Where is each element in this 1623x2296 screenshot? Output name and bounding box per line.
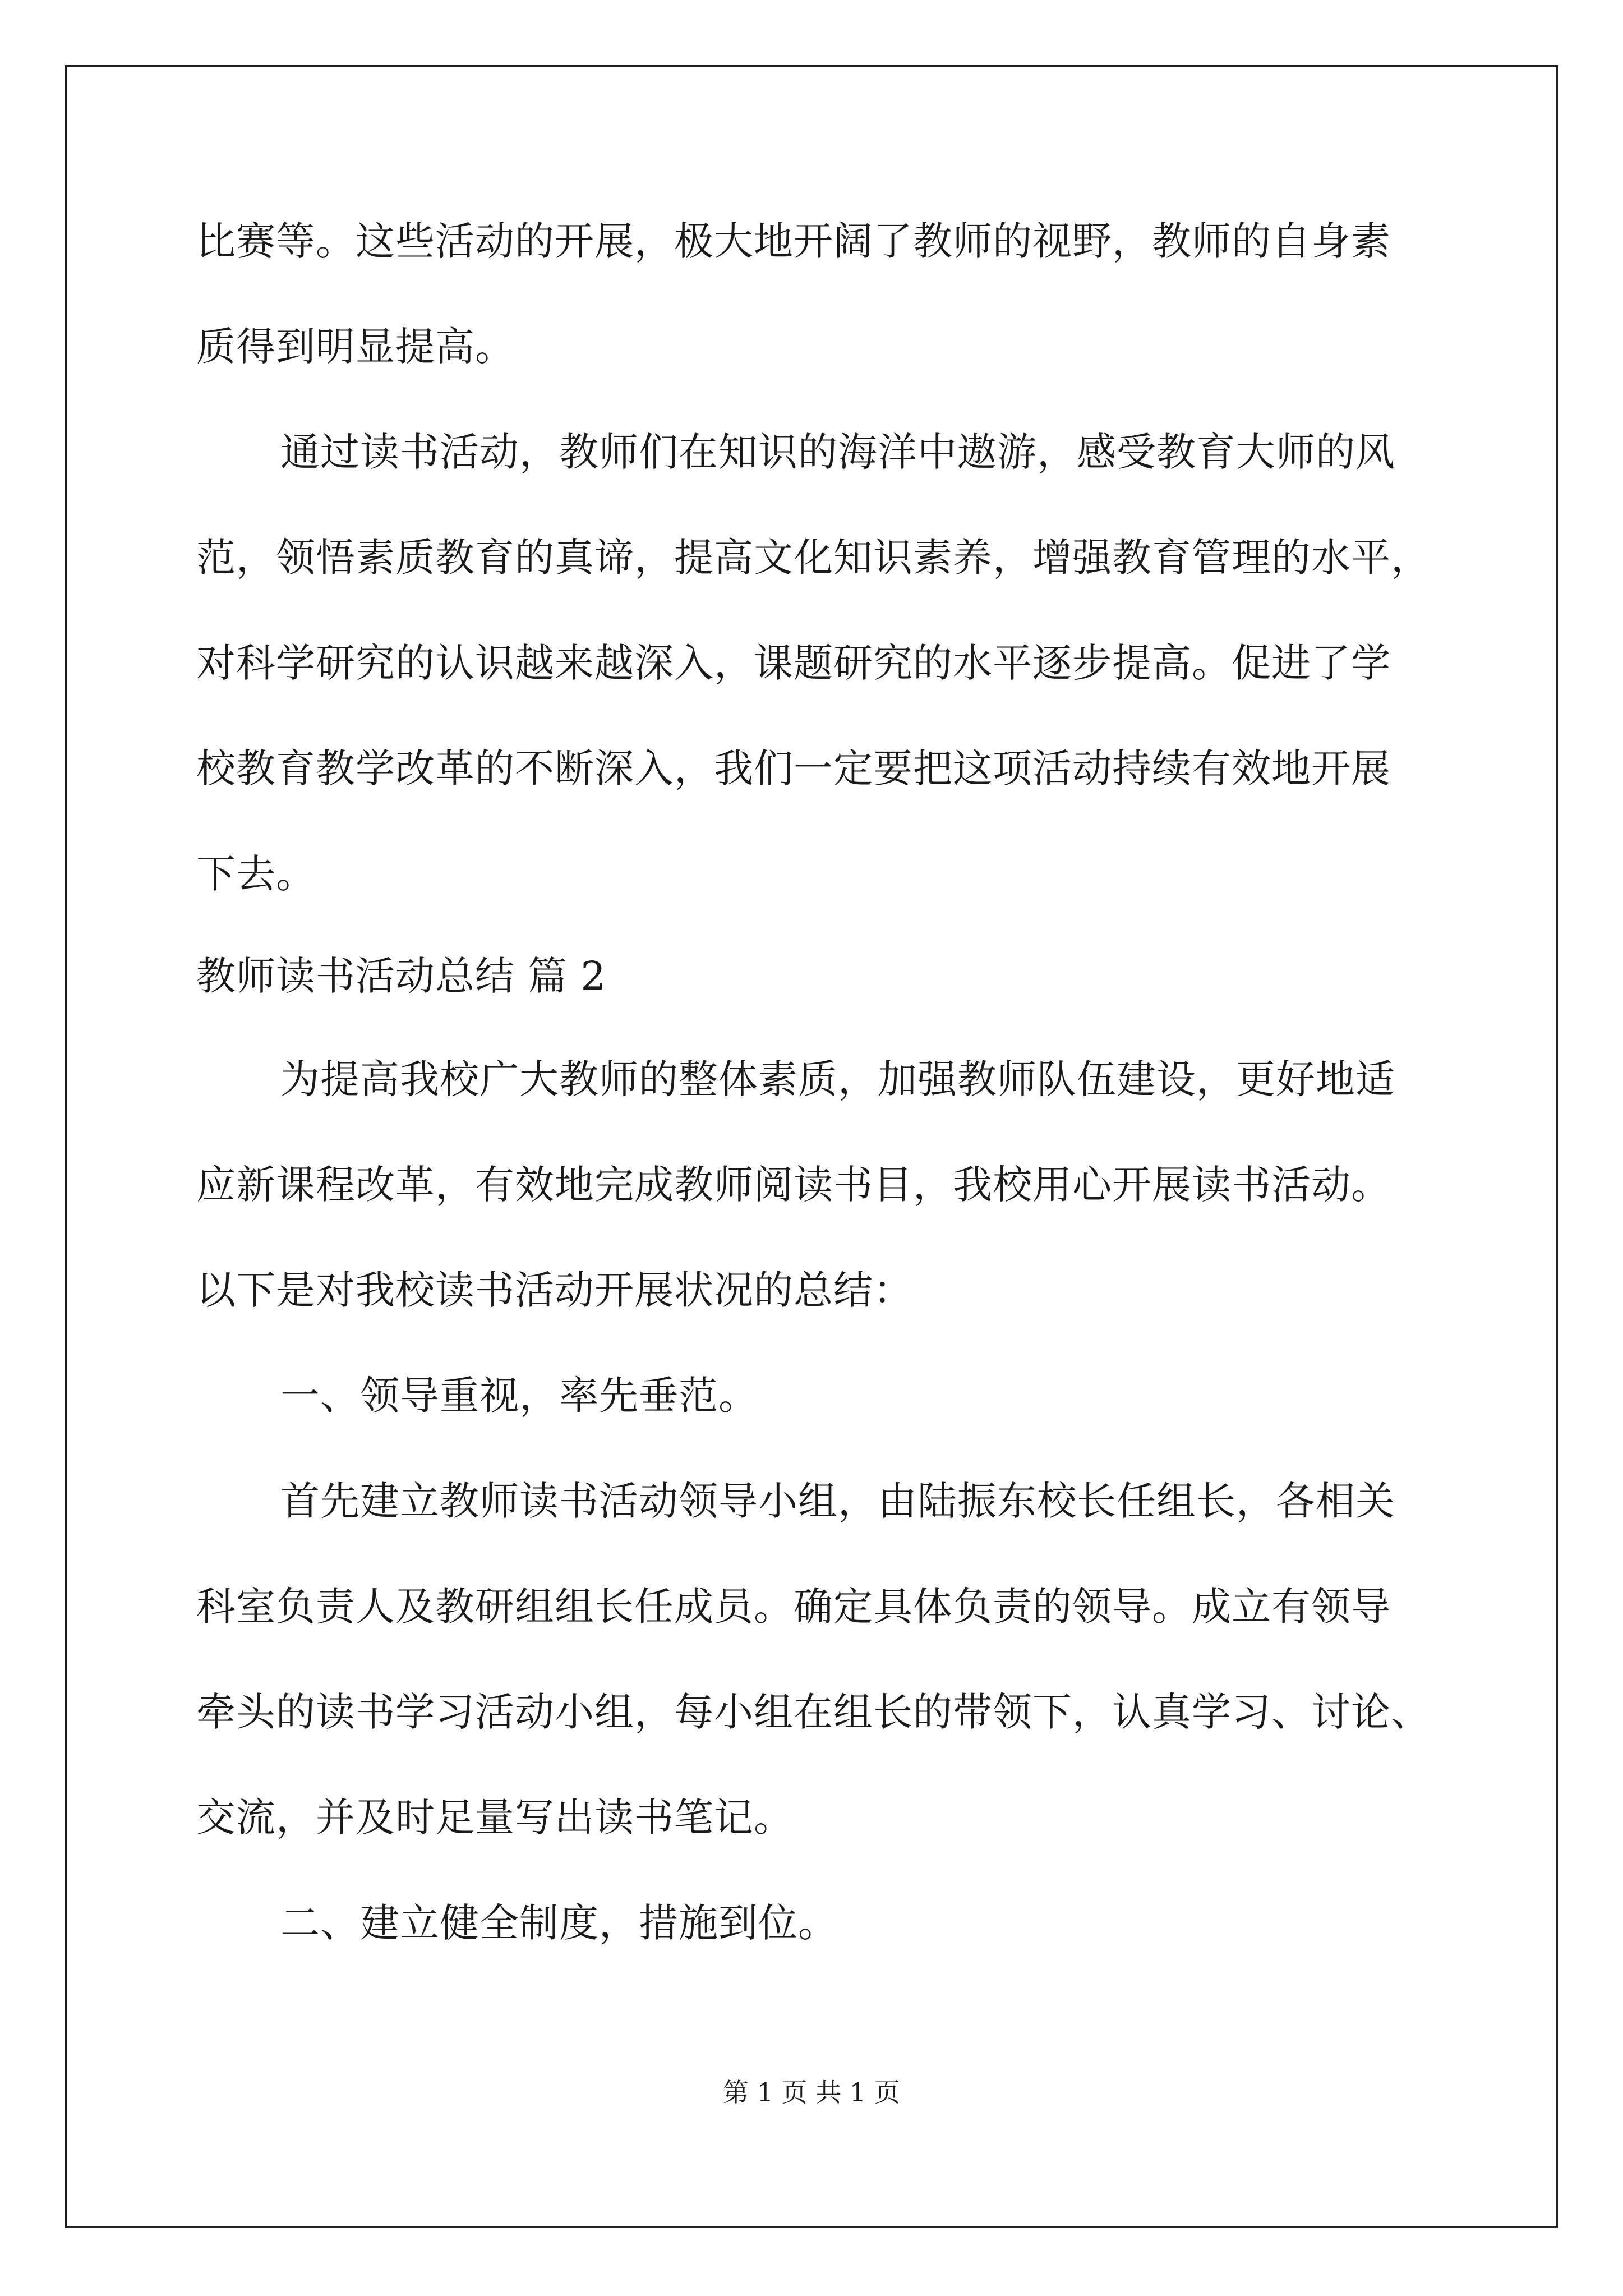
paragraph-line: 质得到明显提高。	[196, 324, 515, 370]
paragraph-line: 对科学研究的认识越来越深入，课题研究的水平逐步提高。促进了学	[196, 640, 1391, 686]
paragraph-line: 校教育教学改革的不断深入，我们一定要把这项活动持续有效地开展	[196, 746, 1391, 792]
paragraph-line: 以下是对我校读书活动开展状况的总结：	[196, 1267, 913, 1313]
list-heading: 二、建立健全制度，措施到位。	[280, 1900, 838, 1946]
paragraph-line: 范，领悟素质教育的真谛，提高文化知识素养，增强教育管理的水平，	[196, 535, 1431, 581]
page-number-footer: 第 1 页 共 1 页	[723, 2077, 900, 2108]
paragraph-line: 交流，并及时足量写出读书笔记。	[196, 1795, 794, 1841]
paragraph-line: 比赛等。这些活动的开展，极大地开阔了教师的视野，教师的自身素	[196, 218, 1391, 264]
list-heading: 一、领导重视，率先垂范。	[280, 1373, 758, 1419]
paragraph-line: 首先建立教师读书活动领导小组，由陆振东校长任组长，各相关	[280, 1478, 1395, 1524]
section-heading: 教师读书活动总结 篇 2	[196, 953, 607, 999]
paragraph-line: 下去。	[196, 851, 316, 897]
paragraph-line: 为提高我校广大教师的整体素质，加强教师队伍建设，更好地适	[280, 1056, 1395, 1102]
paragraph-line: 牵头的读书学习活动小组，每小组在组长的带领下，认真学习、讨论、	[196, 1689, 1431, 1735]
paragraph-line: 科室负责人及教研组组长任成员。确定具体负责的领导。成立有领导	[196, 1584, 1391, 1630]
paragraph-line: 应新课程改革，有效地完成教师阅读书目，我校用心开展读书活动。	[196, 1162, 1391, 1208]
paragraph-line: 通过读书活动，教师们在知识的海洋中遨游，感受教育大师的风	[280, 429, 1395, 475]
